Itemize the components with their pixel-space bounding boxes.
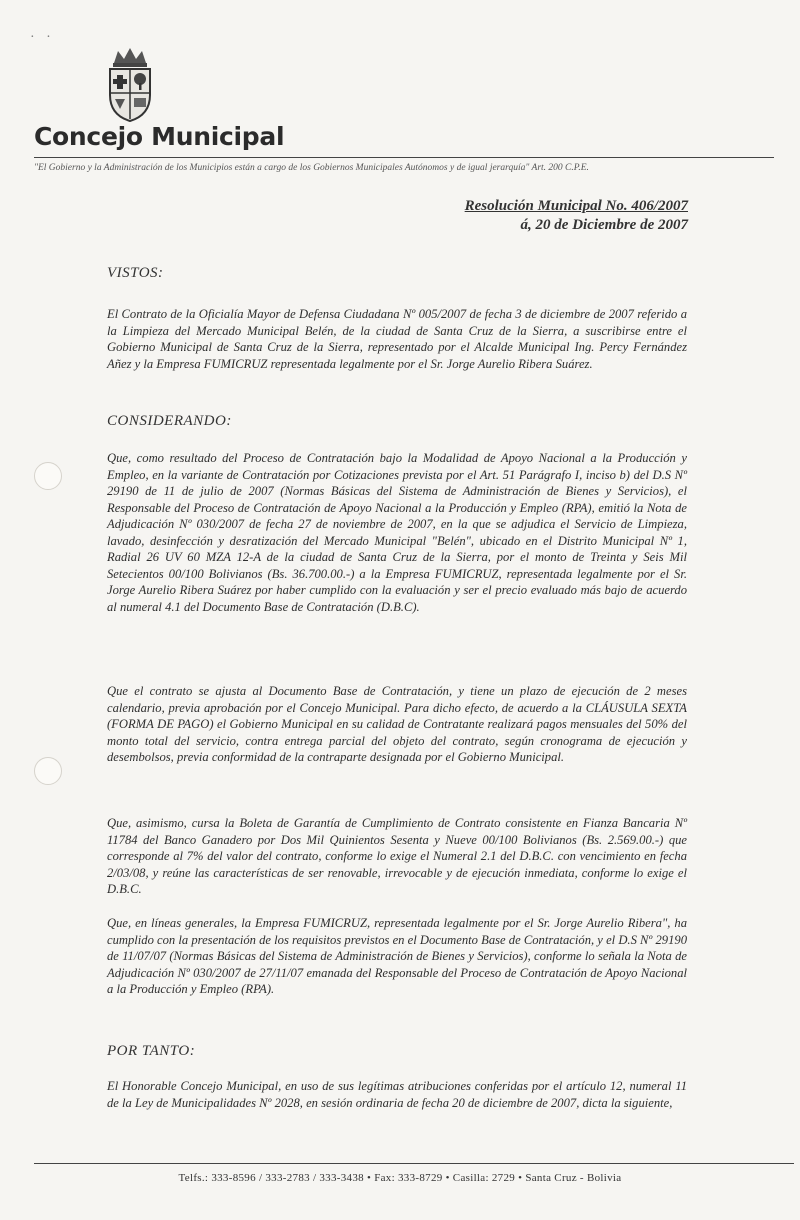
header-divider bbox=[34, 157, 774, 158]
por-tanto-paragraph: El Honorable Concejo Municipal, en uso de sus legítimas atribuciones conferidas por el artículo 12, numeral 11 de la Ley de Municipalidades Nº 2028, en sesión ordinaria de fecha 20 de diciembre de 2007, dicta la siguiente, bbox=[107, 1079, 687, 1110]
considerando-paragraph-3: Que, asimismo, cursa la Boleta de Garantía de Cumplimiento de Contrato consistente en Fianza Bancaria Nº 11784 del Banco Ganadero por Dos Mil Quinientos Sesenta y Nueve 00/100 Bolivianos (Bs. 2.569.00.-) que corresponde al 7% del valor del contrato, conforme lo exige el Numeral 2.1 del D.B.C. con vencimiento en fecha 2/03/08, y reúne las características de ser renovable, irrevocable y de ejecución inmediata, conforme lo exige el D.B.C. bbox=[107, 816, 687, 896]
considerando-paragraph-2: Que el contrato se ajusta al Documento Base de Contratación, y tiene un plazo de ejecución de 2 meses calendario, previa aprobación por el Concejo Municipal. Para dicho efecto, de acuerdo a la CLÁUSULA SEXTA (FORMA DE PAGO) el Gobierno Municipal en su calidad de Contratante realizará pagos mensuales del 50% del monto total del servicio, contra entrega parcial del objeto del contrato, según cronograma de ejecución y desembolsos, previa conformidad de la contraparte designada por el Gobierno Municipal. bbox=[107, 684, 687, 764]
punch-hole-top bbox=[34, 462, 62, 490]
punch-hole-bottom bbox=[34, 757, 62, 785]
considerando-paragraph-1: Que, como resultado del Proceso de Contratación bajo la Modalidad de Apoyo Nacional a la Producción y Empleo, en la variante de Contratación por Cotizaciones prevista por el Art. 51 Parágrafo I, inciso b) del D.S Nº 29190 de 11 de julio de 2007 (Normas Básicas del Sistema de Administración de Bienes y Servicios), el Responsable del Proceso de Contratación de Apoyo Nacional a la Producción y Empleo (RPA), emitió la Nota de Adjudicación Nº 030/2007 de fecha 27 de noviembre de 2007, en la que se adjudica el Servicio de Limpieza, lavado, desinfección y desratización del Mercado Municipal "Belén", ubicado en el Distrito Municipal Nº 1, Radial 26 UV 60 MZA 12-A de la ciudad de Santa Cruz de la Sierra, por el monto de Treinta y Seis Mil Setecientos 00/100 Bolivianos (Bs. 36.700.00.-) a la Empresa FUMICRUZ, representada legalmente por el Sr. Jorge Aurelio Ribera Suárez por haber cumplido con la evaluación y ser el precio evaluado más bajo de acuerdo al numeral 4.1 del Documento Base de Contratación (D.B.C). bbox=[107, 451, 687, 614]
considerando-heading: CONSIDERANDO: bbox=[107, 413, 232, 429]
footer-contact: Telfs.: 333-8596 / 333-2783 / 333-3438 • Fax: 333-8729 • Casilla: 2729 • Santa Cruz - Bolivia bbox=[178, 1172, 622, 1184]
coat-of-arms-icon bbox=[104, 45, 156, 123]
por-tanto-heading: POR TANTO: bbox=[107, 1043, 196, 1059]
footer-divider bbox=[34, 1163, 794, 1164]
institution-motto: "El Gobierno y la Administración de los Municipios están a cargo de los Gobiernos Municipales Autónomos y de igual jerarquía" Art. 200 C.P.E. bbox=[34, 163, 589, 173]
vistos-paragraph: El Contrato de la Oficialía Mayor de Defensa Ciudadana Nº 005/2007 de fecha 3 de diciembre de 2007 referido a la Limpieza del Mercado Municipal Belén, de la ciudad de Santa Cruz de la Sierra, a suscribirse entre el Gobierno Municipal de Santa Cruz de la Sierra, representado por el Alcalde Municipal Ing. Percy Fernández Añez y la Empresa FUMICRUZ representada legalmente por el Sr. Jorge Aurelio Ribera Suárez. bbox=[107, 307, 687, 371]
vistos-heading: VISTOS: bbox=[107, 265, 164, 281]
scan-specks: · · bbox=[30, 30, 55, 45]
resolution-block bbox=[465, 198, 688, 234]
institution-title: Concejo Municipal bbox=[34, 122, 285, 151]
resolution-number: Resolución Municipal No. 406/2007 bbox=[464, 198, 688, 214]
considerando-paragraph-4: Que, en líneas generales, la Empresa FUMICRUZ, representada legalmente por el Sr. Jorge Aurelio Ribera", ha cumplido con la presentación de los requisitos previstos en el Documento Base de Contratación, y el D.S Nº 29190 de 11/07/07 (Normas Básicas del Sistema de Administración de Bienes y Servicios), conforme lo señala la Nota de Adjudicación Nº 030/2007 de 27/11/07 emanada del Responsable del Proceso de Contratación de Apoyo Nacional a la Producción y Empleo (RPA). bbox=[107, 916, 687, 996]
resolution-date: á, 20 de Diciembre de 2007 bbox=[520, 217, 688, 233]
